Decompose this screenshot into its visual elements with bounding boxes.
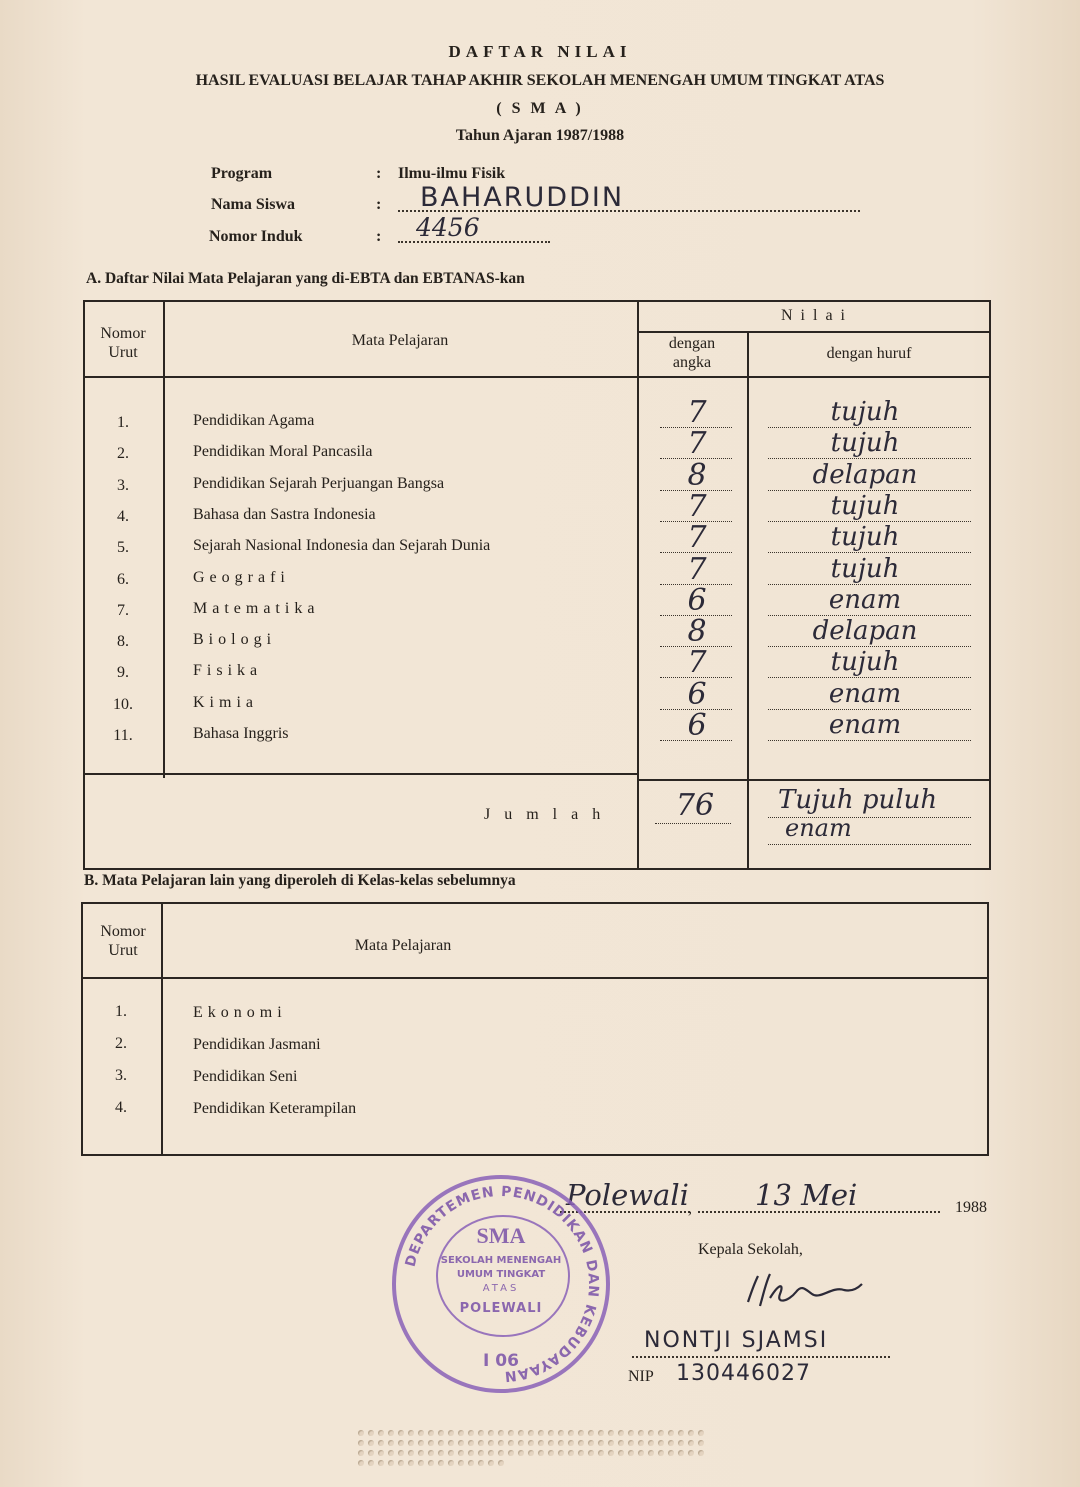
- emboss-dot: [548, 1430, 554, 1436]
- table-a-divider: [83, 376, 991, 378]
- emboss-dot: [538, 1440, 544, 1446]
- row-number: 4.: [115, 1099, 127, 1116]
- emboss-dot: [578, 1430, 584, 1436]
- grade-number: 7: [687, 645, 707, 680]
- subject-name: Pendidikan Seni: [193, 1068, 298, 1085]
- emboss-dot: [578, 1440, 584, 1446]
- subject-name: Pendidikan Jasmani: [193, 1036, 321, 1053]
- grade-number: 7: [687, 552, 707, 587]
- subject-name: Biologi: [193, 631, 277, 648]
- emboss-dot: [468, 1440, 474, 1446]
- headmaster-name-line: [632, 1356, 890, 1358]
- emboss-dot: [398, 1460, 404, 1466]
- emboss-dot: [678, 1440, 684, 1446]
- stamp-city: POLEWALI: [459, 1301, 543, 1316]
- student-id-colon: :: [376, 228, 382, 245]
- row-number: 6.: [117, 571, 129, 588]
- column-header-dengan-huruf: dengan huruf: [826, 345, 912, 362]
- emboss-dot: [458, 1440, 464, 1446]
- emboss-dot: [468, 1430, 474, 1436]
- emboss-dot: [428, 1450, 434, 1456]
- signature-year: 1988: [955, 1199, 987, 1216]
- row-number: 3.: [117, 477, 129, 494]
- emboss-dot: [478, 1450, 484, 1456]
- subject-name: Pendidikan Moral Pancasila: [193, 443, 373, 460]
- student-id-value: 4456: [416, 213, 480, 242]
- grade-word: enam: [828, 679, 902, 709]
- emboss-dot: [428, 1440, 434, 1446]
- school-type: ( S M A ): [496, 100, 584, 117]
- total-huruf-line-1: Tujuh puluh: [778, 785, 938, 815]
- emboss-dot: [488, 1440, 494, 1446]
- total-angka-line: [655, 823, 731, 824]
- emboss-dot: [448, 1440, 454, 1446]
- emboss-dot: [358, 1440, 364, 1446]
- emboss-dot: [368, 1450, 374, 1456]
- grade-word: delapan: [812, 616, 918, 646]
- handwritten-signature: [740, 1272, 870, 1322]
- table-a-divider: [637, 779, 991, 781]
- emboss-dot: [428, 1460, 434, 1466]
- emboss-dot: [538, 1430, 544, 1436]
- grade-number: 8: [687, 458, 707, 493]
- emboss-dot: [638, 1430, 644, 1436]
- emboss-dot: [528, 1440, 534, 1446]
- column-header-nomor-urut: Nomor Urut: [100, 923, 146, 959]
- emboss-dot: [488, 1460, 494, 1466]
- table-a-divider: [747, 331, 749, 870]
- grade-number: 7: [687, 520, 707, 555]
- subject-name: Matematika: [193, 600, 320, 617]
- emboss-dot: [628, 1430, 634, 1436]
- emboss-dot: [618, 1440, 624, 1446]
- subject-name: Fisika: [193, 662, 263, 679]
- emboss-dot: [648, 1440, 654, 1446]
- grade-word-line: [768, 677, 971, 678]
- column-header-mata-pelajaran: Mata Pelajaran: [354, 937, 452, 954]
- stamp-sma: SMA: [476, 1223, 526, 1248]
- emboss-dot: [508, 1430, 514, 1436]
- emboss-dot: [438, 1450, 444, 1456]
- emboss-dot: [678, 1450, 684, 1456]
- emboss-dot: [688, 1440, 694, 1446]
- table-b-divider: [81, 977, 989, 979]
- emboss-dot: [518, 1450, 524, 1456]
- document-title: DAFTAR NILAI: [448, 42, 632, 61]
- emboss-dot: [498, 1440, 504, 1446]
- student-name-colon: :: [376, 196, 382, 213]
- emboss-dot: [378, 1430, 384, 1436]
- emboss-dot: [368, 1440, 374, 1446]
- section-b-title: B. Mata Pelajaran lain yang diperoleh di Kelas-kelas sebelumnya: [84, 872, 516, 889]
- emboss-dot: [508, 1450, 514, 1456]
- student-name-value: BAHARUDDIN: [420, 182, 625, 213]
- subject-name: Geografi: [193, 569, 290, 586]
- emboss-dot: [588, 1440, 594, 1446]
- emboss-dot: [648, 1430, 654, 1436]
- signature-place: Polewali: [566, 1178, 689, 1212]
- student-id-label: Nomor Induk: [209, 228, 303, 245]
- emboss-dot: [608, 1430, 614, 1436]
- emboss-dot: [358, 1430, 364, 1436]
- emboss-dot: [548, 1440, 554, 1446]
- emboss-dot: [608, 1440, 614, 1446]
- grade-number: 8: [687, 614, 707, 649]
- stamp-line-2: UMUM TINGKAT: [456, 1269, 546, 1280]
- column-header-nilai: N i l a i: [781, 307, 847, 324]
- emboss-dot: [418, 1450, 424, 1456]
- emboss-dot: [558, 1450, 564, 1456]
- emboss-dot: [588, 1430, 594, 1436]
- emboss-dot: [398, 1440, 404, 1446]
- signature-role: Kepala Sekolah,: [698, 1241, 803, 1258]
- emboss-dot: [398, 1430, 404, 1436]
- stamp-line-1: SEKOLAH MENENGAH: [440, 1255, 562, 1266]
- grade-word: tujuh: [830, 647, 900, 677]
- emboss-dot: [498, 1460, 504, 1466]
- emboss-dot: [378, 1450, 384, 1456]
- grade-word: tujuh: [830, 428, 900, 458]
- emboss-dot: [408, 1430, 414, 1436]
- emboss-dot: [628, 1440, 634, 1446]
- column-header-dengan-angka: dengan angka: [668, 335, 716, 371]
- subject-name: Pendidikan Keterampilan: [193, 1100, 357, 1117]
- emboss-dot: [468, 1460, 474, 1466]
- emboss-dot: [598, 1450, 604, 1456]
- program-colon: :: [376, 165, 382, 182]
- emboss-dot: [438, 1460, 444, 1466]
- total-label: J u m l a h: [484, 806, 606, 823]
- row-number: 11.: [113, 727, 133, 744]
- emboss-dot: [528, 1430, 534, 1436]
- grade-word: tujuh: [830, 522, 900, 552]
- emboss-dot: [568, 1450, 574, 1456]
- grade-number: 7: [687, 395, 707, 430]
- subject-name: Kimia: [193, 694, 258, 711]
- emboss-dot: [658, 1430, 664, 1436]
- emboss-dot: [608, 1450, 614, 1456]
- emboss-dot: [688, 1450, 694, 1456]
- nip-value: 130446027: [676, 1361, 811, 1386]
- grade-number: 6: [687, 708, 707, 743]
- emboss-dot: [638, 1440, 644, 1446]
- emboss-dot: [388, 1460, 394, 1466]
- emboss-dot: [408, 1450, 414, 1456]
- emboss-dot: [688, 1430, 694, 1436]
- emboss-dot: [678, 1430, 684, 1436]
- nip-label: NIP: [628, 1368, 654, 1385]
- emboss-dot: [658, 1450, 664, 1456]
- row-number: 2.: [115, 1035, 127, 1052]
- table-a-divider: [637, 331, 991, 333]
- emboss-dot: [398, 1450, 404, 1456]
- total-huruf-line-2: enam: [785, 814, 852, 842]
- emboss-dot: [538, 1450, 544, 1456]
- total-huruf-line: [768, 844, 971, 845]
- grade-number: 7: [687, 489, 707, 524]
- emboss-dot: [618, 1430, 624, 1436]
- headmaster-name: NONTJI SJAMSI: [644, 1328, 829, 1353]
- emboss-dot: [418, 1440, 424, 1446]
- emboss-dot: [698, 1430, 704, 1436]
- signature-date: 13 Mei: [755, 1178, 858, 1212]
- emboss-dot: [458, 1430, 464, 1436]
- emboss-dot: [368, 1460, 374, 1466]
- grade-number: 6: [687, 583, 707, 618]
- grade-word: enam: [828, 585, 902, 615]
- emboss-dot: [648, 1450, 654, 1456]
- place-comma: ,: [688, 1200, 692, 1217]
- emboss-dot: [418, 1460, 424, 1466]
- grade-number: 7: [687, 426, 707, 461]
- emboss-dot: [658, 1440, 664, 1446]
- emboss-dot: [568, 1430, 574, 1436]
- column-header-mata-pelajaran: Mata Pelajaran: [351, 332, 449, 349]
- emboss-dot: [478, 1440, 484, 1446]
- emboss-dot: [588, 1450, 594, 1456]
- emboss-dot: [448, 1430, 454, 1436]
- emboss-dot: [448, 1460, 454, 1466]
- grade-word: tujuh: [830, 491, 900, 521]
- emboss-dot: [518, 1440, 524, 1446]
- row-number: 1.: [117, 414, 129, 431]
- total-angka: 76: [675, 788, 715, 823]
- emboss-dot: [618, 1450, 624, 1456]
- subject-name: Sejarah Nasional Indonesia dan Sejarah Dunia: [193, 537, 491, 554]
- student-name-label: Nama Siswa: [211, 196, 296, 213]
- table-a-divider: [83, 773, 639, 775]
- row-number: 10.: [113, 696, 133, 713]
- emboss-dot: [478, 1430, 484, 1436]
- emboss-dot: [358, 1460, 364, 1466]
- grade-word-line: [768, 458, 971, 459]
- row-number: 3.: [115, 1067, 127, 1084]
- emboss-dot: [458, 1450, 464, 1456]
- program-label: Program: [211, 165, 273, 182]
- emboss-dot: [668, 1430, 674, 1436]
- emboss-dot: [558, 1430, 564, 1436]
- emboss-dot: [408, 1460, 414, 1466]
- emboss-dot: [668, 1450, 674, 1456]
- stamp-code: I 06: [483, 1351, 519, 1371]
- emboss-dot: [388, 1430, 394, 1436]
- grade-word: tujuh: [830, 397, 900, 427]
- emboss-dot: [488, 1430, 494, 1436]
- emboss-dot: [468, 1450, 474, 1456]
- row-number: 7.: [117, 602, 129, 619]
- academic-year: Tahun Ajaran 1987/1988: [455, 127, 625, 144]
- row-number: 8.: [117, 633, 129, 650]
- emboss-dot: [528, 1450, 534, 1456]
- grade-number: 6: [687, 677, 707, 712]
- section-a-title: A. Daftar Nilai Mata Pelajaran yang di-EBTA dan EBTANAS-kan: [86, 270, 525, 287]
- emboss-dot: [598, 1430, 604, 1436]
- subject-name: Pendidikan Agama: [193, 412, 315, 429]
- table-a-divider: [637, 300, 639, 870]
- stamp-line-3: ATAS: [482, 1283, 520, 1294]
- emboss-dot: [598, 1440, 604, 1446]
- school-stamp: [392, 1175, 610, 1393]
- emboss-dot: [448, 1450, 454, 1456]
- row-number: 5.: [117, 539, 129, 556]
- emboss-dot: [408, 1440, 414, 1446]
- emboss-dot: [498, 1430, 504, 1436]
- emboss-dot: [488, 1450, 494, 1456]
- table-a-divider: [163, 300, 165, 778]
- row-number: 4.: [117, 508, 129, 525]
- emboss-dot: [458, 1460, 464, 1466]
- emboss-dot: [428, 1430, 434, 1436]
- emboss-dot: [418, 1430, 424, 1436]
- emboss-dot: [698, 1450, 704, 1456]
- emboss-dot: [568, 1440, 574, 1446]
- program-value: Ilmu-ilmu Fisik: [398, 165, 506, 182]
- emboss-dot: [438, 1430, 444, 1436]
- emboss-dot: [668, 1440, 674, 1446]
- emboss-dot: [578, 1450, 584, 1456]
- emboss-dot: [548, 1450, 554, 1456]
- emboss-dot: [378, 1460, 384, 1466]
- emboss-dot: [698, 1440, 704, 1446]
- emboss-dot: [628, 1450, 634, 1456]
- grade-word: delapan: [812, 460, 918, 490]
- emboss-dot: [498, 1450, 504, 1456]
- grade-word-line: [768, 740, 971, 741]
- grade-word-line: [768, 552, 971, 553]
- emboss-dot: [638, 1450, 644, 1456]
- embossed-perforation: [356, 1428, 706, 1468]
- emboss-dot: [378, 1440, 384, 1446]
- subject-name: Bahasa dan Sastra Indonesia: [193, 506, 376, 523]
- emboss-dot: [438, 1440, 444, 1446]
- row-number: 9.: [117, 664, 129, 681]
- row-number: 1.: [115, 1003, 127, 1020]
- row-number: 2.: [117, 445, 129, 462]
- svg-text:DEPARTEMEN PENDIDIKAN DAN KEBU: DEPARTEMEN PENDIDIKAN DAN KEBUDAYAAN: [402, 1183, 602, 1385]
- column-header-nomor-urut: Nomor Urut: [100, 325, 146, 361]
- document-subtitle: HASIL EVALUASI BELAJAR TAHAP AKHIR SEKOLAH MENENGAH UMUM TINGKAT ATAS: [195, 72, 885, 89]
- grade-word: enam: [828, 710, 902, 740]
- emboss-dot: [478, 1460, 484, 1466]
- subject-name: Bahasa Inggris: [193, 725, 289, 742]
- emboss-dot: [558, 1440, 564, 1446]
- emboss-dot: [518, 1430, 524, 1436]
- emboss-dot: [388, 1450, 394, 1456]
- emboss-dot: [508, 1440, 514, 1446]
- emboss-dot: [358, 1450, 364, 1456]
- subject-name: Ekonomi: [193, 1004, 287, 1021]
- emboss-dot: [388, 1440, 394, 1446]
- subject-name: Pendidikan Sejarah Perjuangan Bangsa: [193, 475, 445, 492]
- grade-word: tujuh: [830, 554, 900, 584]
- emboss-dot: [368, 1430, 374, 1436]
